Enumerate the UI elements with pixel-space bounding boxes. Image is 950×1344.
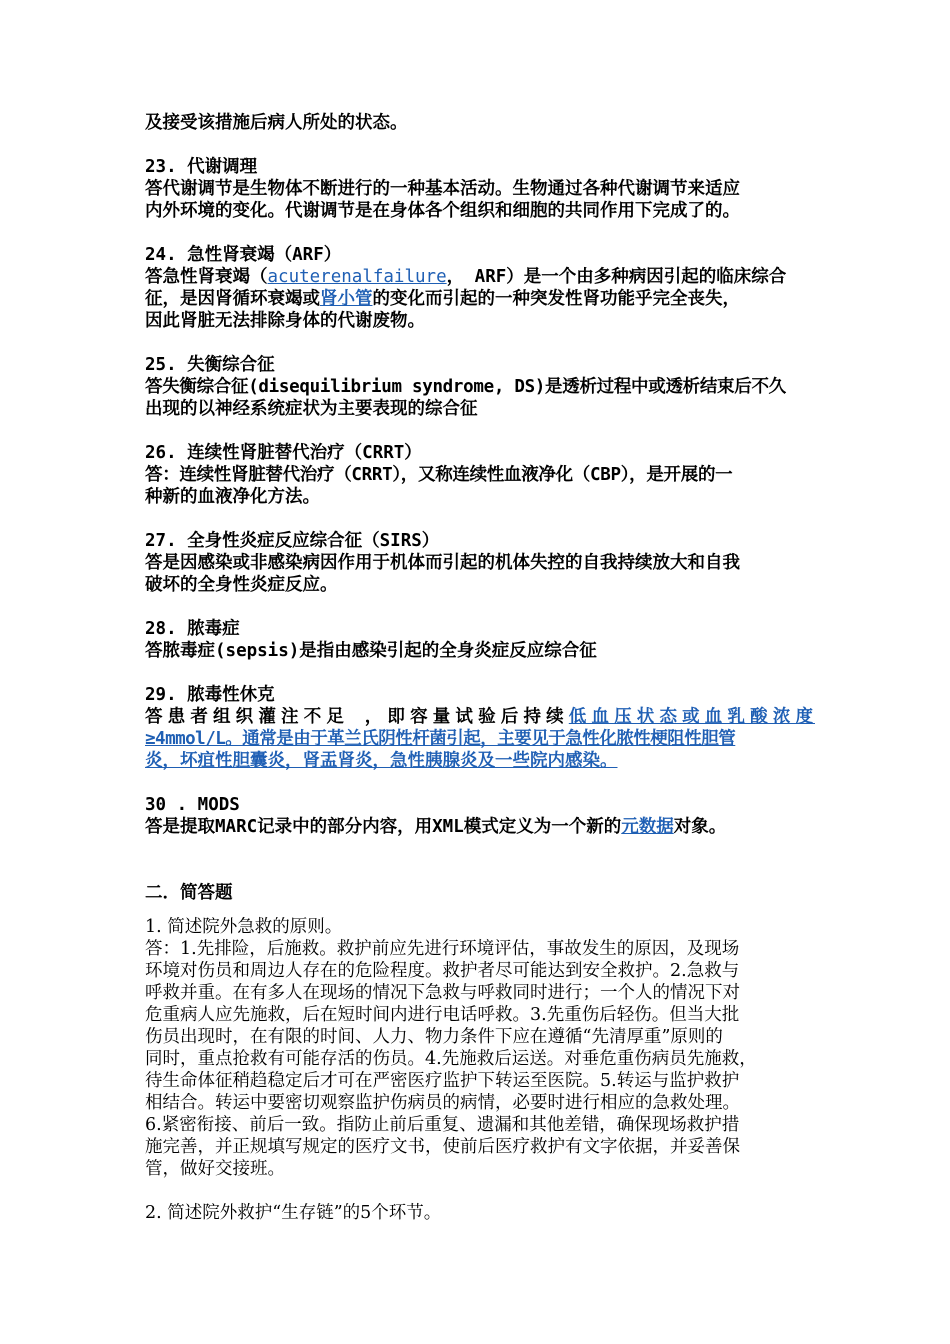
link-metadata[interactable]: 元数据 xyxy=(621,817,674,837)
item-30-text: 答是提取MARC记录中的部分内容，用XML模式定义为一个新的 xyxy=(145,817,622,837)
item-26-body-line: 答：连续性肾脏替代治疗（CRRT），又称连续性血液净化（CBP），是开展的一 xyxy=(145,465,733,485)
item-24-title: 24. 急性肾衰竭（ARF） xyxy=(145,245,342,265)
link-renal-tubule[interactable]: 肾小管 xyxy=(320,289,373,309)
item-24-text: 答急性肾衰竭（ xyxy=(145,267,268,287)
item-29-body-line xyxy=(145,728,815,750)
item-26-body-line: 种新的血液净化方法。 xyxy=(145,487,320,507)
answer-line: 待生命体征稍趋稳定后才可在严密医疗监护下转运至医院。5.转运与监护救护 xyxy=(145,1071,740,1091)
item-29-text: 答患者组织灌注不足 ，即容量试验后持续 xyxy=(145,707,569,727)
answer-line: 环境对伤员和周边人存在的危险程度。救护者尽可能达到安全救护。2.急救与 xyxy=(145,961,740,981)
answer-line: 同时，重点抢救有可能存活的伤员。4.先施救后运送。对垂危重伤病员先施救， xyxy=(145,1049,757,1069)
answer-line: 相结合。转运中要密切观察监护伤病员的病情，必要时进行相应的急救处理。 xyxy=(145,1093,740,1113)
item-24-text: ， ARF）是一个由多种病因引起的临床综合 xyxy=(446,267,787,287)
section-title: 二．简答题 xyxy=(145,883,233,903)
item-27-title: 27. 全身性炎症反应综合征（SIRS） xyxy=(145,531,440,551)
item-23-body-line: 答代谢调节是生物体不断进行的一种基本活动。生物通过各种代谢调节来适应 xyxy=(145,179,740,199)
question-1-title: 1. 简述院外急救的原则。 xyxy=(145,917,343,937)
document-content xyxy=(145,112,815,1224)
answer-line: 6.紧密衔接、前后一致。指防止前后重复、遗漏和其他差错，确保现场救护措 xyxy=(145,1115,740,1135)
item-24-text: 征，是因肾循环衰竭或 xyxy=(145,289,320,309)
item-23-body-line: 内外环境的变化。代谢调节是在身体各个组织和细胞的共同作用下完成了的。 xyxy=(145,201,740,221)
item-26-title: 26. 连续性肾脏替代治疗（CRRT） xyxy=(145,443,422,463)
answer-line: 呼救并重。在有多人在现场的情况下急救与呼救同时进行；一个人的情况下对 xyxy=(145,983,740,1003)
item-24-body-line xyxy=(145,266,815,288)
link-lactate[interactable]: ≥4mmol/L。通常是由于革兰氏阴性杆菌引起，主要见于急性化脓性梗阻性胆管 xyxy=(145,729,736,749)
item-23-title: 23. 代谢调理 xyxy=(145,157,258,177)
answer-line: 伤员出现时，在有限的时间、人力、物力条件下应在遵循“先清厚重”原则的 xyxy=(145,1027,723,1047)
question-1-answer xyxy=(145,938,815,1180)
link-hypotension[interactable]: 低血压状态或血乳酸浓度 xyxy=(568,707,815,727)
item-28-title: 28. 脓毒症 xyxy=(145,619,240,639)
item-29-title: 29. 脓毒性休克 xyxy=(145,685,275,705)
item-28-body-line: 答脓毒症(sepsis)是指由感染引起的全身炎症反应综合征 xyxy=(145,641,597,661)
answer-line: 管，做好交接班。 xyxy=(145,1159,285,1179)
item-25-title: 25. 失衡综合征 xyxy=(145,355,275,375)
link-acuterenalfailure[interactable]: acuterenalfailure xyxy=(267,267,447,287)
answer-line: 施完善，并正规填写规定的医疗文书，使前后医疗救护有文字依据，并妥善保 xyxy=(145,1137,740,1157)
intro-line: 及接受该措施后病人所处的状态。 xyxy=(145,113,408,133)
answer-line: 答：1.先排险，后施救。救护前应先进行环境评估，事故发生的原因，及现场 xyxy=(145,939,740,959)
item-30-text: 对象。 xyxy=(673,817,727,837)
link-infections[interactable]: 炎，坏疽性胆囊炎，肾盂肾炎，急性胰腺炎及一些院内感染。 xyxy=(145,751,618,771)
item-29-body-line xyxy=(145,706,815,728)
item-24-body-line xyxy=(145,288,815,310)
item-27-body-line: 破坏的全身性炎症反应。 xyxy=(145,575,338,595)
item-27-body-line: 答是因感染或非感染病因作用于机体而引起的机体失控的自我持续放大和自我 xyxy=(145,553,740,573)
answer-line: 危重病人应先施救，后在短时间内进行电话呼救。3.先重伤后轻伤。但当大批 xyxy=(145,1005,740,1025)
item-24-text: 的变化而引起的一种突发性肾功能乎完全丧失， xyxy=(372,289,740,309)
item-25-body-line: 答失衡综合征(disequilibrium syndrome, DS)是透析过程中或透析结束后不久 xyxy=(145,377,786,397)
item-30-title: 30 . MODS xyxy=(145,795,240,815)
item-30-body-line xyxy=(145,816,815,838)
item-25-body-line: 出现的以神经系统症状为主要表现的综合征 xyxy=(145,399,478,419)
item-24-body-line: 因此肾脏无法排除身体的代谢废物。 xyxy=(145,311,425,331)
item-29-body-line xyxy=(145,750,815,772)
question-2-title: 2. 简述院外救护“生存链”的5个环节。 xyxy=(145,1203,442,1223)
